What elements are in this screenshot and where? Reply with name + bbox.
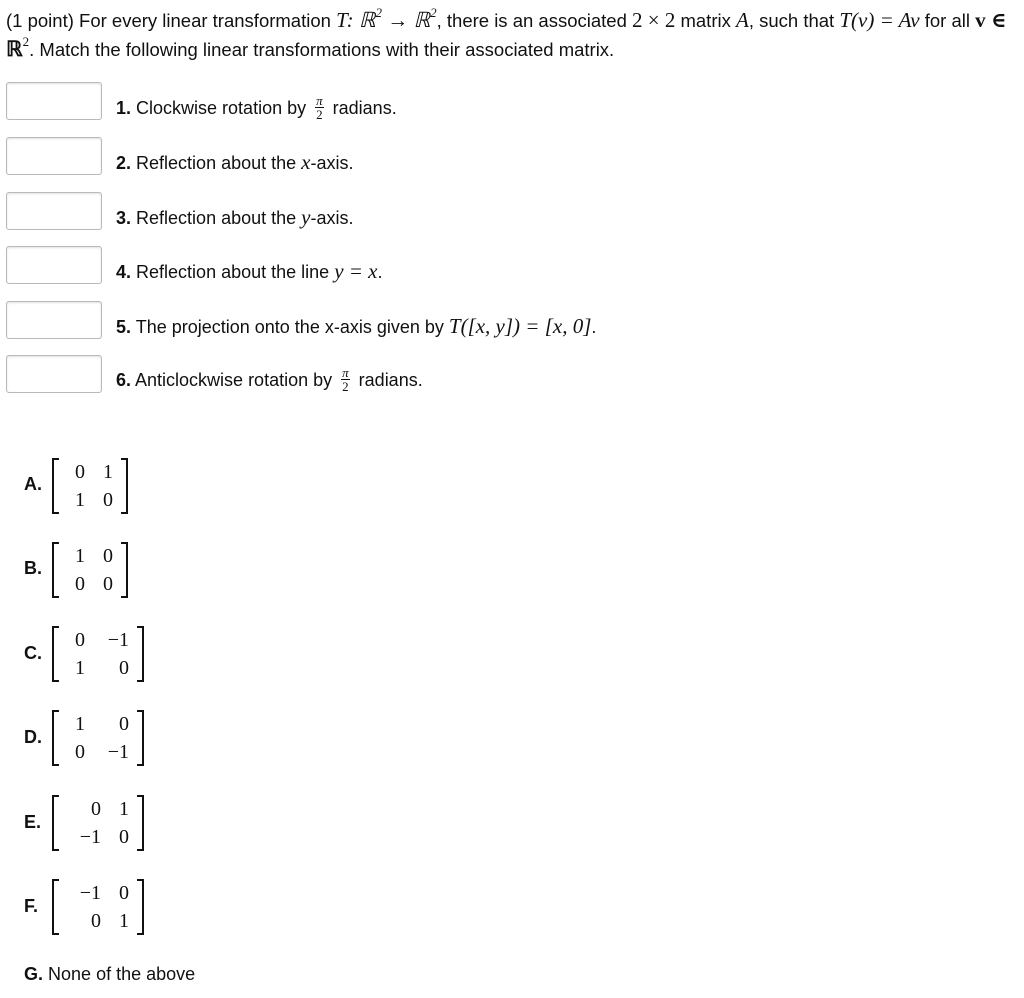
answer-input-2[interactable] bbox=[6, 137, 102, 175]
choice-label-d: D. bbox=[24, 727, 42, 747]
transformation-map: T: ℝ$^2$ → ℝ$^2$ bbox=[336, 5, 437, 32]
problem-statement: (1 point) For every linear transformation T: ℝ$^2$ → ℝ$^2$, there is an associated 2 × 2 matrix A, such that T(v) = Av for all v ∈ ℝ$^2$. Match the following linear transformations with their associated matrix. bbox=[6, 5, 1007, 61]
pi-over-2-fraction: $\frac{\pi}{2}$ bbox=[342, 365, 349, 395]
choice-label-b: B. bbox=[24, 558, 42, 578]
answer-input-3[interactable] bbox=[6, 192, 102, 230]
matrix-e: 0 1 −1 0 bbox=[52, 795, 144, 851]
choice-g-text: None of the above bbox=[48, 964, 196, 984]
answer-input-1[interactable] bbox=[6, 82, 102, 120]
matrix-f: −1 0 0 1 bbox=[52, 879, 144, 935]
prompt-6: 6. Anticlockwise rotation by $\frac{\pi}{2}$ radians. bbox=[116, 365, 423, 395]
choice-label-g: G. bbox=[24, 964, 44, 984]
prompt-1: 1. Clockwise rotation by $\frac{\pi}{2}$ radians. bbox=[116, 93, 397, 123]
matrix-c: 0 −1 1 0 bbox=[52, 626, 144, 682]
matrix-d: 1 0 0 −1 bbox=[52, 710, 144, 766]
pi-over-2-fraction: $\frac{\pi}{2}$ bbox=[316, 93, 323, 123]
points-label: (1 point) bbox=[6, 10, 74, 31]
answer-input-4[interactable] bbox=[6, 246, 102, 284]
matrix-a: 0 1 1 0 bbox=[52, 458, 128, 514]
choice-g bbox=[24, 964, 195, 985]
prompt-2: 2. Reflection about the x-axis. bbox=[116, 150, 354, 174]
answer-input-6[interactable] bbox=[6, 355, 102, 393]
prompt-4: 4. Reflection about the line y = x. bbox=[116, 259, 383, 283]
choice-label-c: C. bbox=[24, 643, 42, 663]
choice-label-f: F. bbox=[24, 896, 39, 916]
choice-label-e: E. bbox=[24, 812, 42, 832]
prompt-3: 3. Reflection about the y-axis. bbox=[116, 205, 354, 229]
matrix-b: 1 0 0 0 bbox=[52, 542, 128, 598]
choice-label-a: A. bbox=[24, 474, 42, 494]
answer-input-5[interactable] bbox=[6, 301, 102, 339]
prompt-5: 5. The projection onto the x-axis given by T([x, y]) = [x, 0]. bbox=[116, 314, 597, 338]
